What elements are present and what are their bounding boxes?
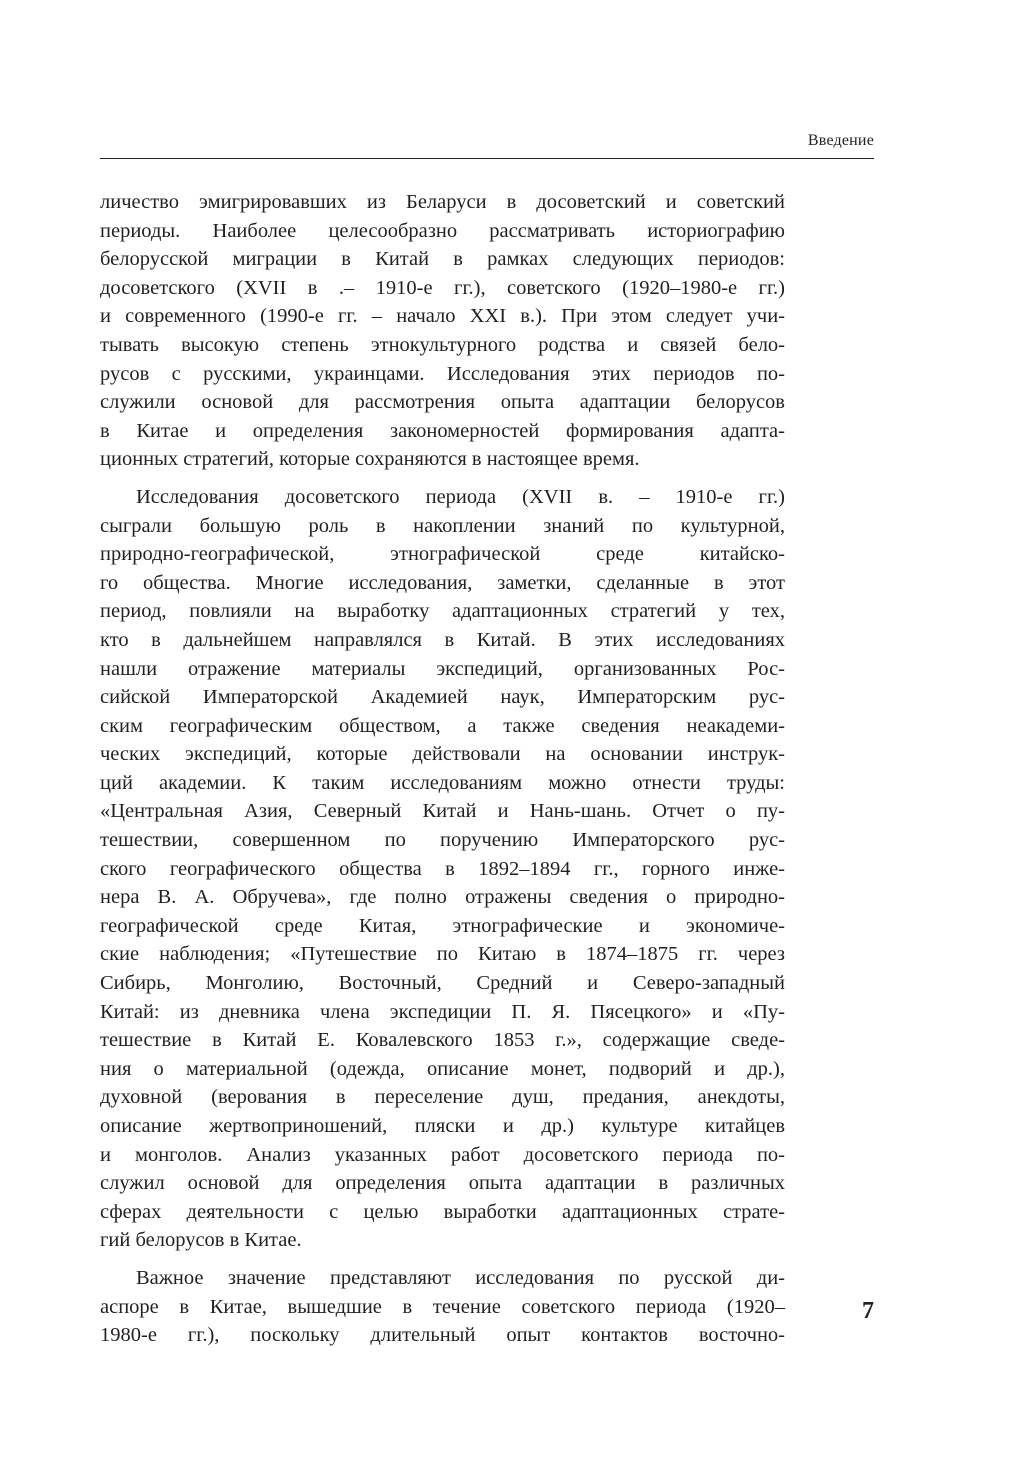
text-line: ций академии. К таким исследованиям можно отнести труды: [100,771,785,794]
text-line: служили основой для рассмотрения опыта адаптации белорусов [100,391,785,414]
text-line: сферах деятельности с целью выработки адаптационных страте- [100,1200,785,1223]
text-line: природно-географической, этнографической среде китайско- [100,543,785,566]
text-line: служил основой для определения опыта адаптации в различных [100,1172,785,1195]
text-line: духовной (верования в переселение душ, предания, анекдоты, [100,1086,785,1109]
paragraph-gap [100,1255,785,1264]
text-line: географической среде Китая, этнографические и экономиче- [100,914,785,937]
text-line: досоветского (XVII в .– 1910-е гг.), советского (1920–1980-е гг.) [100,276,785,299]
text-line: Китай: из дневника члена экспедиции П. Я. Пясецкого» и «Пу- [100,1000,785,1023]
text-line: описание жертвоприношений, пляски и др.) культуре китайцев [100,1115,785,1137]
body-text [100,188,785,1350]
text-line: ния о материальной (одежда, описание монет, подворий и др.), [100,1057,785,1080]
text-line: го общества. Многие исследования, заметки, сделанные в этот [100,571,785,594]
text-line: 1980-е гг.), поскольку длительный опыт контактов восточно- [100,1324,785,1347]
paragraph [100,188,785,474]
page-number: 7 [862,1298,874,1324]
text-line: ские наблюдения; «Путешествие по Китаю в 1874–1875 гг. через [100,943,785,966]
text-line: сыграли большую роль в накоплении знаний по культурной, [100,514,785,537]
text-line: ческих экспедиций, которые действовали на основании инструк- [100,743,785,766]
text-line: ционных стратегий, которые сохраняются в настоящее время. [100,448,640,471]
text-line: Сибирь, Монголию, Восточный, Средний и Северо-западный [100,972,785,995]
text-line: личество эмигрировавших из Беларуси в досоветский и советский [100,191,785,213]
paragraph [100,1264,785,1350]
text-line: период, повлияли на выработку адаптационных стратегий у тех, [100,600,785,623]
text-line: гий белорусов в Китае. [100,1229,302,1252]
text-line: нашли отражение материалы экспедиций, организованных Рос- [100,657,785,680]
text-line: и современного (1990-е гг. – начало XXI в.). При этом следует учи- [100,305,785,328]
text-line: ским географическим обществом, а также сведения неакадеми- [100,714,785,737]
header-rule [100,158,874,159]
paragraph-gap [100,474,785,483]
text-line: кто в дальнейшем направлялся в Китай. В этих исследованиях [100,628,785,651]
text-line: белорусской миграции в Китай в рамках следующих периодов: [100,248,785,271]
text-line: тешествие в Китай Е. Ковалевского 1853 г.», содержащие сведе- [100,1029,785,1052]
text-line: периоды. Наиболее целесообразно рассматривать историографию [100,219,785,242]
text-line: сийской Императорской Академией наук, Императорским рус- [100,686,785,709]
text-line: русов с русскими, украинцами. Исследования этих периодов по- [100,362,785,385]
text-line: тывать высокую степень этнокультурного родства и связей бело- [100,333,785,356]
text-line: ского географического общества в 1892–1894 гг., горного инже- [100,857,785,880]
paragraph [100,483,785,1255]
text-line: «Центральная Азия, Северный Китай и Нань-шань. Отчет о пу- [100,800,785,823]
text-line: аспоре в Китае, вышедшие в течение советского периода (1920– [100,1295,785,1318]
text-line: Важное значение представляют исследования по русской ди- [136,1266,785,1289]
text-line: Исследования досоветского периода (XVII в. – 1910-е гг.) [136,485,785,508]
running-head: Введение [807,132,874,149]
text-line: тешествии, совершенном по поручению Императорского рус- [100,829,785,852]
text-line: нера В. А. Обручева», где полно отражены сведения о природно- [100,886,785,909]
text-line: и монголов. Анализ указанных работ досоветского периода по- [100,1143,785,1166]
text-line: в Китае и определения закономерностей формирования адапта- [100,419,785,442]
